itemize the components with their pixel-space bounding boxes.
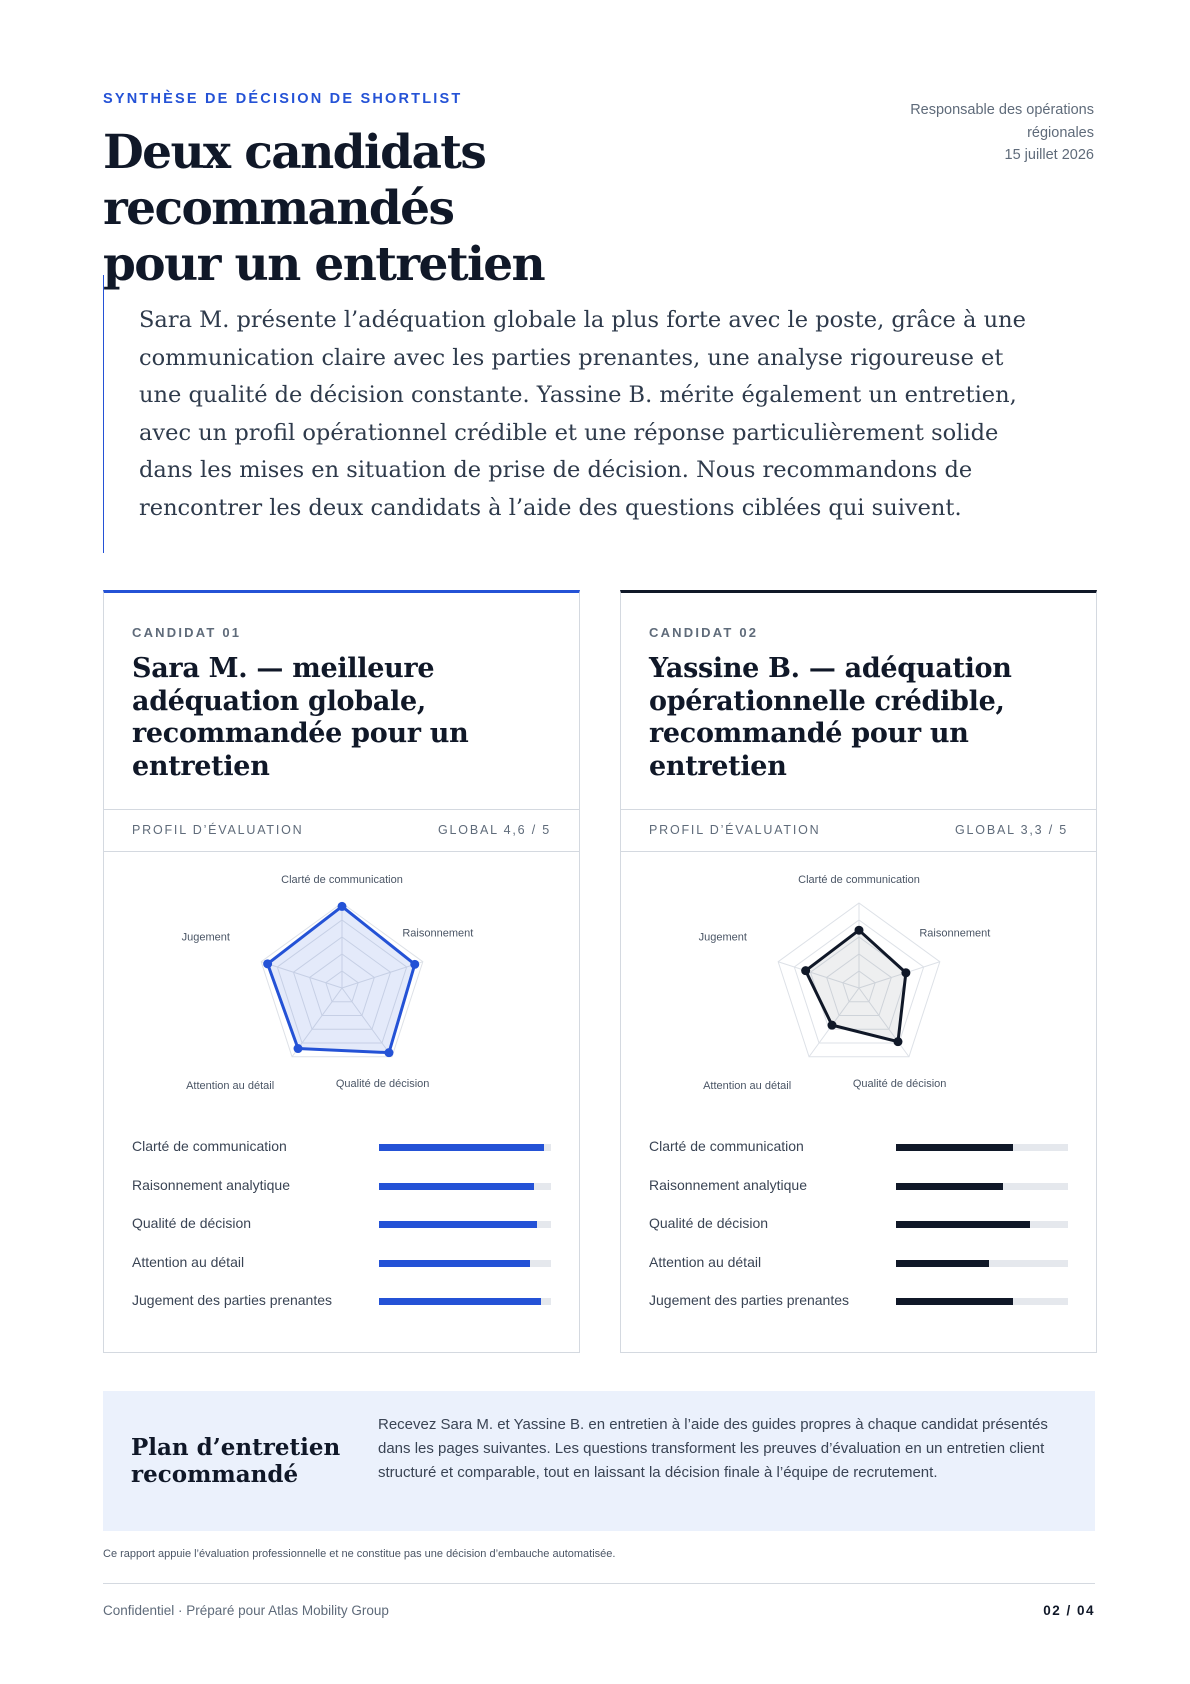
score-label: Qualité de décision [649, 1215, 769, 1231]
radar-chart [104, 851, 581, 1131]
overall-score: GLOBAL 4,6 / 5 [438, 823, 551, 837]
score-bar-fill [379, 1221, 537, 1228]
interview-plan [103, 1391, 1095, 1531]
page-title-line-1: Deux candidats recommandés [103, 125, 486, 236]
score-bar-fill [896, 1260, 989, 1267]
score-row [132, 1138, 551, 1177]
page-title-line-2: pour un entretien [103, 237, 545, 292]
candidate-title: Yassine B. — adéquation opérationnelle crédible, recommandé pour un entretien [649, 653, 1012, 782]
score-label: Raisonnement analytique [132, 1176, 290, 1193]
score-bar-track [896, 1221, 1068, 1228]
radar-axis-label: Qualité de décision [852, 1077, 947, 1090]
radar-axis-label: Clarté de communication [798, 874, 920, 886]
score-row [649, 1215, 1068, 1254]
score-label: Jugement des parties prenantes [649, 1292, 850, 1308]
profile-label: PROFIL D’ÉVALUATION [649, 823, 821, 837]
radar-point [828, 1021, 837, 1030]
profile-row [621, 809, 1096, 852]
score-label: Attention au détail [649, 1253, 762, 1270]
score-bar-fill [896, 1183, 1003, 1190]
radar-point [263, 959, 272, 968]
score-bar-track [896, 1260, 1068, 1267]
radar-axis-label: Raisonnement [402, 927, 474, 940]
score-bar-fill [896, 1144, 1013, 1151]
radar-point [410, 960, 419, 969]
radar-axis-label: Jugement [698, 931, 747, 944]
plan-text: Recevez Sara M. et Yassine B. en entretien à l’aide des guides propres à chaque candidat présentés dans les pages suivantes. Les questions transforment les preuves d’évaluation en un entretien client structuré et comparable, tout en laissant la décision finale à l’équipe de recrutement. [378, 1416, 1048, 1481]
score-bar-track [379, 1221, 551, 1228]
score-label: Clarté de communication [132, 1138, 287, 1154]
lead-summary [103, 275, 1053, 553]
candidate-card-2 [620, 590, 1097, 1353]
radar-series-area [268, 906, 415, 1052]
radar-point [384, 1048, 393, 1057]
score-bar-fill [379, 1144, 544, 1151]
radar-point [901, 968, 910, 977]
document-meta [910, 99, 1094, 167]
eyebrow: SYNTHÈSE DE DÉCISION DE SHORTLIST [103, 91, 463, 107]
score-bar-track [379, 1298, 551, 1305]
radar-point [801, 966, 810, 975]
radar-axis-label: Qualité de décision [335, 1077, 430, 1090]
overall-score: GLOBAL 3,3 / 5 [955, 823, 1068, 837]
meta-role-line-1: Responsable des opérations [910, 102, 1094, 118]
score-bar-track [379, 1260, 551, 1267]
score-bar-fill [379, 1298, 541, 1305]
score-bar-fill [379, 1183, 534, 1190]
radar-axis-label: Attention au détail [186, 1079, 275, 1092]
score-label: Attention au détail [132, 1253, 245, 1270]
score-bar-track [896, 1144, 1068, 1151]
radar-axis-label: Clarté de communication [281, 874, 403, 886]
score-row [132, 1177, 551, 1216]
meta-date: 15 juillet 2026 [1004, 147, 1094, 163]
score-label: Clarté de communication [649, 1138, 804, 1154]
radar-point [893, 1037, 902, 1046]
candidate-label: CANDIDAT 02 [649, 625, 759, 640]
score-bar-fill [896, 1221, 1030, 1228]
profile-label: PROFIL D’ÉVALUATION [132, 823, 304, 837]
footer-confidential: Confidentiel · Préparé pour Atlas Mobility Group [103, 1603, 389, 1618]
candidate-label: CANDIDAT 01 [132, 625, 242, 640]
page-number: 02 / 04 [1043, 1603, 1095, 1618]
score-row [132, 1254, 551, 1293]
plan-title: Plan d’entretien recommandé [131, 1434, 341, 1488]
score-bar-fill [379, 1260, 530, 1267]
radar-chart [621, 851, 1098, 1131]
score-label: Jugement des parties prenantes [132, 1292, 333, 1308]
disclaimer: Ce rapport appuie l’évaluation professionnelle et ne constitue pas une décision d’embauche automatisée. [103, 1548, 616, 1560]
score-bar-track [379, 1144, 551, 1151]
score-label: Raisonnement analytique [649, 1176, 807, 1193]
score-bars [649, 1138, 1068, 1331]
radar-point [338, 902, 347, 911]
radar-point [855, 926, 864, 935]
candidate-title: Sara M. — meilleure adéquation globale, recommandée pour un entretien [132, 653, 469, 782]
score-row [649, 1292, 1068, 1331]
score-bar-fill [896, 1298, 1013, 1305]
profile-row [104, 809, 579, 852]
score-row [132, 1215, 551, 1254]
score-bar-track [379, 1183, 551, 1190]
page-title [103, 125, 823, 293]
score-label: Qualité de décision [132, 1215, 252, 1231]
score-bars [132, 1138, 551, 1331]
score-bar-track [896, 1183, 1068, 1190]
score-row [649, 1254, 1068, 1293]
radar-axis-label: Attention au détail [703, 1079, 792, 1092]
radar-axis-label: Raisonnement [919, 927, 991, 940]
meta-role-line-2: régionales [1027, 124, 1094, 141]
score-row [132, 1292, 551, 1331]
score-row [649, 1177, 1068, 1216]
footer-divider [103, 1583, 1095, 1584]
score-row [649, 1138, 1068, 1177]
lead-text: Sara M. présente l’adéquation globale la plus forte avec le poste, grâce à une communication claire avec les parties prenantes, une analyse rigoureuse et une qualité de décision constante. Yassine B. mérite également un entretien, avec un profil opérationnel crédible et une réponse particulièrement solide dans les mises en situation de prise de décision. Nous recommandons de rencontrer les deux candidats à l’aide des questions ciblées qui suivent. [139, 307, 1026, 521]
radar-axis-label: Jugement [181, 931, 230, 944]
candidate-card-1 [103, 590, 580, 1353]
radar-point [294, 1044, 303, 1053]
score-bar-track [896, 1298, 1068, 1305]
radar-series-area [806, 930, 906, 1041]
